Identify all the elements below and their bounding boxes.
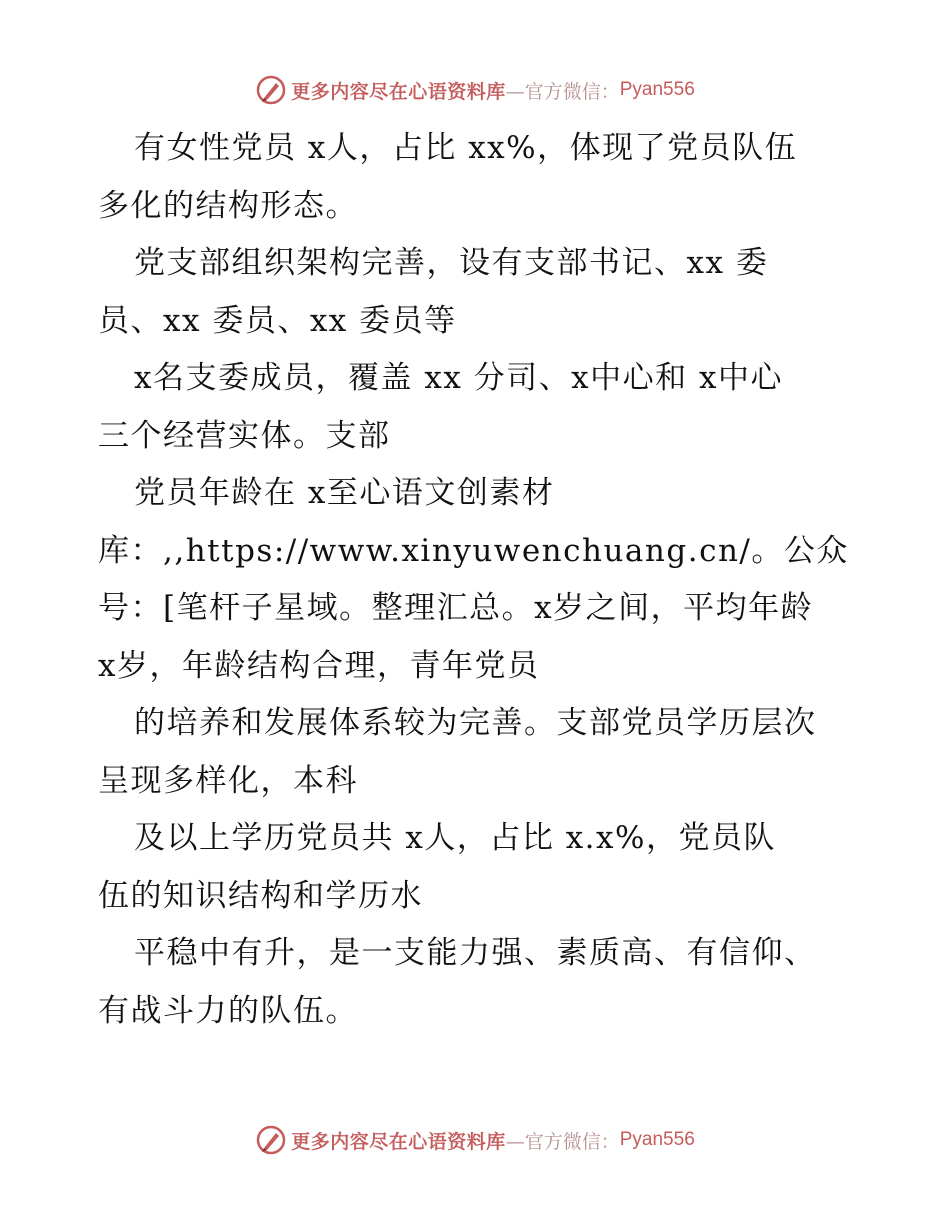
banner-wechat-id: Pyan556 [619, 79, 695, 100]
pen-logo-icon [255, 74, 287, 106]
body-line: 员、xx 委员、xx 委员等 [98, 302, 457, 339]
body-line: 呈现多样化，本科 [98, 762, 358, 799]
banner-main-text: 更多内容尽在心语资料库 [291, 1130, 506, 1153]
body-line: x岁，年龄结构合理，青年党员 [98, 647, 540, 684]
body-line: 多化的结构形态。 [98, 187, 358, 224]
body-line: 党员年龄在 x至心语文创素材 [134, 475, 555, 511]
banner-main-text: 更多内容尽在心语资料库 [291, 80, 506, 103]
body-line: 及以上学历党员共 x人，占比 x.x%，党员队 [134, 820, 776, 856]
body-line: 的培养和发展体系较为完善。支部党员学历层次 [134, 705, 817, 741]
body-line: 三个经营实体。支部 [98, 417, 391, 454]
body-line: 党支部组织架构完善，设有支部书记、xx 委 [134, 245, 769, 281]
header-watermark-banner [0, 72, 950, 108]
body-line: 有女性党员 x人，占比 xx%，体现了党员队伍 [134, 130, 798, 166]
body-line: 平稳中有升，是一支能力强、素质高、有信仰、 [134, 935, 817, 971]
document-body [98, 120, 858, 1040]
banner-wechat-id: Pyan556 [619, 1129, 695, 1150]
body-line: 库：,,https://www.xinyuwenchuang.cn/。公众 [98, 532, 849, 569]
body-line: x名支委成员，覆盖 xx 分司、x中心和 x中心 [134, 360, 783, 396]
body-line: 有战斗力的队伍。 [98, 992, 358, 1029]
pen-logo-icon [255, 1124, 287, 1156]
body-line: 号：[笔杆子星域。整理汇总。x岁之间，平均年龄 [98, 590, 814, 626]
banner-sub-text: —官方微信： [505, 80, 620, 103]
body-line: 伍的知识结构和学历水 [98, 877, 423, 914]
footer-watermark-banner [0, 1122, 950, 1158]
banner-sub-text: —官方微信： [505, 1130, 620, 1153]
